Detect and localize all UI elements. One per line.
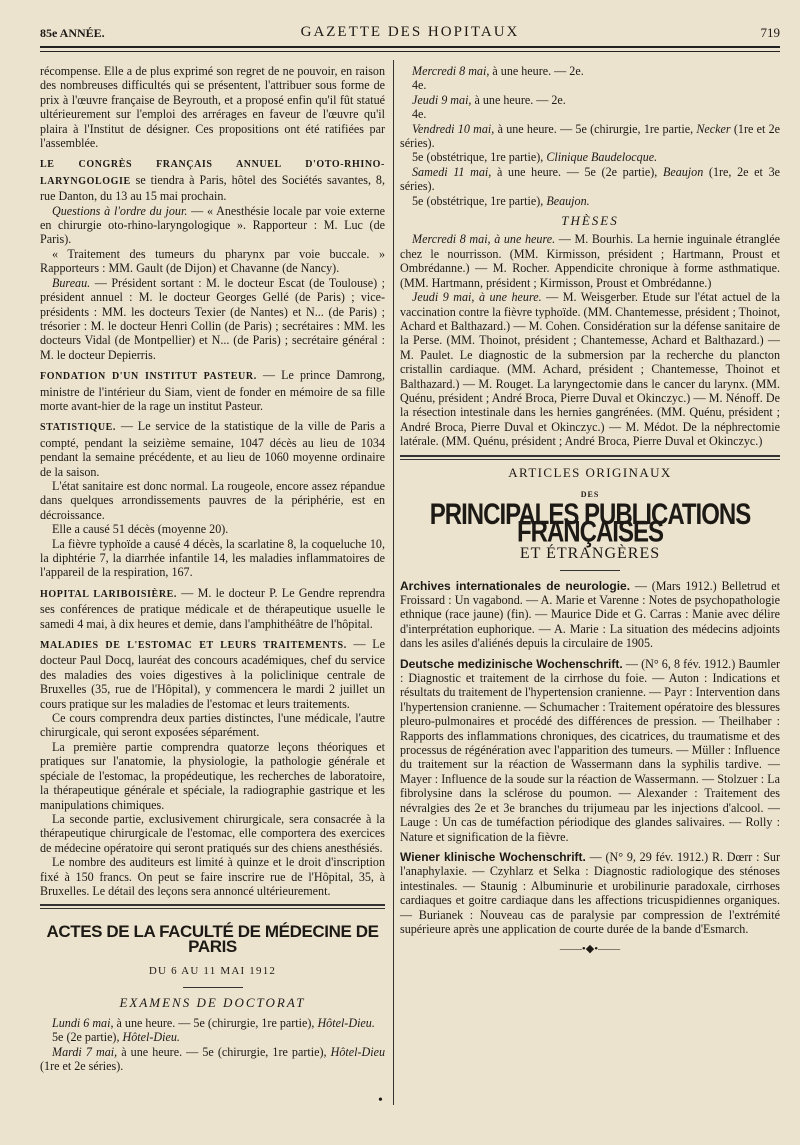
paragraph: L'état sanitaire est donc normal. La rougeole, encore assez répandue dans quelques arrondissements pauvres de la périphérie, est en décroissance. xyxy=(40,478,385,522)
news-item-congres: LE CONGRÈS FRANÇAIS ANNUEL D'OTO-RHINO-LARYNGOLOGIE se tiendra à Paris, hôtel des Sociétés savantes, 8, rue Danton, du 13 au 15 mai prochain. xyxy=(40,159,385,204)
paragraph: Questions à l'ordre du jour. — « Anesthésie locale par voie externe en chirurgie oto-rhino-laryngologique ». Rapporteur : M. Luc (de Paris). xyxy=(40,203,385,247)
exam-entry: 4e. xyxy=(412,107,427,122)
end-ornament: ——•◆•—— xyxy=(559,943,621,956)
paragraph: Bureau. — Président sortant : M. le docteur Escat (de Toulouse) ; président annuel : M. le docteur Georges Gellé (de Paris) ; vice-présidents : MM. les docteurs Texier (de Nantes) et N... (de Paris) ; trésorier : M. le docteur Henri Collin (de Paris) ; secrétaires : MM. les docteurs Vidal (de Montpellier) et N... (de Paris) ; secrétaire général : M. le docteur Depierris. xyxy=(40,275,385,362)
publication-entry: Wiener klinische Wochenschrift. — (N° 9, 29 fév. 1912.) R. Dœrr : Sur l'anaphylaxie. — Czyhlarz et Selka : Diagnostic radiologique des sténoses intestinales. — Staunig : Albuminurie et urobilinurie paradoxale, cirrhoses cardiaques et goitre cardiaque dans les affections tricuspidiennes organiques. — Burianek : Nouveau cas de paralysie par compression de l'extrémité supérieure après une application de courte durée de la bande d'Esmarch. xyxy=(400,849,780,936)
header-year: 85e ANNÉE. xyxy=(40,26,105,40)
thesis-entry: Jeudi 9 mai, à une heure. — M. Weisgerber. Etude sur l'état actuel de la vaccination contre la fièvre typhoïde. (MM. Chantemesse, président ; Thoinot, Achard et Balthazard.) — M. Cohen. Considération sur la défense sanitaire de la Perse. (MM. Thoinot, président ; Chantemesse, Achard et Balthazard.) — M. Paulet. Le diagnostic de la submersion par la recherche du plancton cristallin cardiaque. (MM. Achard, président ; Chantemesse, Thoinot et Balthazard.) — M. Rouget. La laryngectomie dans le cancer du larynx. (MM. Quénu, président ; André Broca, Pierre Duval et Okinczyc.) — M. Nénoff. De la résection intestinale dans les hernies gangrénées. (MM. Quénu, président ; André Broca, Pierre Duval et Okinczyc.) — M. Médot. De la néphrectomie latérale. (MM. Quénu, président ; André Broca, Pierre Duval et Okinczyc.) xyxy=(400,290,780,449)
publication-name: Wiener klinische Wochenschrift. xyxy=(400,849,586,864)
section-dates: DU 6 AU 11 MAI 1912 xyxy=(148,965,277,978)
exam-entry: Mardi 7 mai, à une heure. — 5e (chirurgie, 1re partie), Hôtel-Dieu (1re et 2e séries). xyxy=(40,1044,385,1074)
paragraph: Elle a causé 51 décès (moyenne 20). xyxy=(52,522,229,537)
section-title-actes: ACTES DE LA FACULTÉ DE MÉDECINE DE PARIS xyxy=(46,922,379,956)
exam-entry: Vendredi 10 mai, à une heure. — 5e (chirurgie, 1re partie, Necker (1re et 2e séries). xyxy=(400,121,780,151)
section-rule xyxy=(400,455,780,457)
section-rule xyxy=(40,908,385,909)
right-column xyxy=(400,64,780,957)
paragraph: récompense. Elle a de plus exprimé son regret de ne pouvoir, en raison des nombreuses difficultés qui se présentent, l'attribuer sous forme de prix à l'œuvre française de Beyrouth, et a proposé enfin qu'il fût statué ultérieurement sur l'emploi des arrérages en faveur de l'œuvre qu'il plaira à l'Institut de désigner. Ces propositions ont été ratifiées par l'assemblée. xyxy=(40,64,385,151)
news-item-estomac: MALADIES DE L'ESTOMAC ET LEURS TRAITEMENTS. — Le docteur Paul Docq, lauréat des concours académiques, chef du service des maladies des voies digestives à la policlinique centrale de Bruxelles (35, rue de l'Hôpital), y commencera le mardi 2 juillet un cours pratique sur les maladies de l'estomac et leurs traitements. xyxy=(40,637,385,711)
section-rule xyxy=(40,904,385,906)
paragraph: La seconde partie, exclusivement chirurgicale, sera consacrée à la thérapeutique chirurgicale de l'estomac, elle comportera des exercices de médecine opératoire qui seront pratiqués sur des chiens anesthésiés. xyxy=(40,811,385,855)
header-rule-thick xyxy=(40,46,780,48)
paragraph: La fièvre typhoïde a causé 4 décès, la scarlatine 8, la coqueluche 10, la diphtérie 7, la diarrhée infantile 14, les maladies inflammatoires de l'appareil de la respiration, 167. xyxy=(40,536,385,580)
item-heading: LE CONGRÈS FRANÇAIS ANNUEL D'OTO-RHINO-LARYNGOLOGIE xyxy=(40,159,385,187)
item-heading: HOPITAL LARIBOISIÈRE. xyxy=(40,588,178,600)
header-rule-thin xyxy=(40,51,780,52)
item-heading: STATISTIQUE. xyxy=(40,422,117,434)
exam-entry: 4e. xyxy=(412,78,427,93)
articles-title-line3: PRINCIPALES PUBLICATIONS FRANÇAISES xyxy=(429,498,751,550)
short-rule xyxy=(183,987,243,988)
paragraph: « Traitement des tumeurs du pharynx par voie buccale. » Rapporteurs : MM. Gault (de Dijon) et Chavanne (de Nancy). xyxy=(40,246,385,276)
exam-entry: 5e (2e partie), Hôtel-Dieu. xyxy=(52,1030,180,1045)
articles-title-line4: ET ÉTRANGÈRES xyxy=(519,545,661,563)
news-item-statistique: STATISTIQUE. — Le service de la statistique de la ville de Paris a compté, pendant la seizième semaine, 1047 décès au lieu de 1034 pendant la semaine précédente, et au lieu de 1060 moyenne ordinaire de la saison. xyxy=(40,419,385,479)
articles-title-line1: ARTICLES ORIGINAUX xyxy=(508,464,672,480)
publication-name: Archives internationales de neurologie. xyxy=(400,578,631,593)
exam-entry: Samedi 11 mai, à une heure. — 5e (2e partie), Beaujon (1re, 2e et 3e séries). xyxy=(400,164,780,194)
publication-entry: Deutsche medizinische Wochenschrift. — (N° 6, 8 fév. 1912.) Baumler : Diagnostic et traitement de la cirrhose du foie. — Auton : Indications et résultats du traitement de l'hypertension cranienne. — Payr : Intervention dans l'hypertension cranienne. — Schumacher : Traitement opératoire des blessures pleuro-pulmonaires et procédé des différences de pression. — Theilhaber : Rapports des inflammations chroniques, des cicatrices, du traumatisme et des processus de régénération avec l'apparition des tumeurs. — Müller : Influence du traitement sur la réaction de Wassermann dans la syphilis tardive. — Mayer : Influence de la soude sur la réaction de Wassermann. — Stolzuer : La fibrolysine dans la sclérose du poumon. — Alexander : Traitement des névralgies des 2e et 3e branches du trijumeau par les injections d'alcool. — Lauge : Un cas de tuméfaction périodique des glandes salivaires. — Rolly : Nature et signification de la fièvre. xyxy=(400,656,780,844)
exam-entry: Lundi 6 mai, à une heure. — 5e (chirurgie, 1re partie), Hôtel-Dieu. xyxy=(52,1015,375,1030)
articles-title-line2: DES xyxy=(580,489,600,499)
paragraph: La première partie comprendra quatorze leçons théoriques et pratiques sur l'anatomie, la physiologie, la pathologie générale et spéciale de l'estomac, la propédeutique, les recherches de laboratoire, la thérapeutique générale et spéciale, la radiographie gastrique et les manipulations chimiques. xyxy=(40,739,385,812)
subsection-title-theses: THÈSES xyxy=(561,213,619,229)
exam-entry: 5e (obstétrique, 1re partie), Clinique Baudelocque. xyxy=(412,150,658,165)
exam-entry: 5e (obstétrique, 1re partie), Beaujon. xyxy=(412,193,590,208)
running-header xyxy=(40,24,780,42)
publication-name: Deutsche medizinische Wochenschrift. xyxy=(400,656,623,671)
page-dot: • xyxy=(378,1093,383,1108)
paragraph: Ce cours comprendra deux parties distinctes, l'une médicale, l'autre chirurgicale, qui seront exposées séparément. xyxy=(40,711,385,740)
exam-entry: Jeudi 9 mai, à une heure. — 2e. xyxy=(412,92,566,107)
header-title: GAZETTE DES HOPITAUX xyxy=(300,24,520,40)
header-page-number: 719 xyxy=(760,25,780,40)
exam-entry: Mercredi 8 mai, à une heure. — 2e. xyxy=(412,64,584,78)
item-heading: FONDATION D'UN INSTITUT PASTEUR. xyxy=(40,371,257,383)
column-divider xyxy=(393,60,394,1105)
section-rule xyxy=(400,459,780,460)
short-rule xyxy=(560,570,620,571)
paragraph: Le nombre des auditeurs est limité à quinze et le droit d'inscription fixé à 150 francs. On peut se faire inscrire rue de l'Hôpital, 35, à Bruxelles. Le détail des leçons sera annoncé ultérieurement. xyxy=(40,855,385,898)
publication-entry: Archives internationales de neurologie. — (Mars 1912.) Belletrud et Froissard : Un vagabond. — A. Marie et Varenne : Notes de psychopathologie ethnique (race jaune) (fin). — Maurice Dide et G. Carras : Manie avec délire d'interprétation euphorique. — A. Marie : La situation des médecins adjoints dans les asiles d'aliénés depuis la circulaire de 1905. xyxy=(400,578,781,651)
left-column xyxy=(40,64,385,1074)
news-item-lariboisiere: HOPITAL LARIBOISIÈRE. — M. le docteur P. Le Gendre reprendra ses conférences de pratique médicale et de thérapeutique usuelle le samedi 4 mai, à dix heures et demie, dans l'amphithéâtre de l'hôpital. xyxy=(40,585,385,631)
item-heading: MALADIES DE L'ESTOMAC ET LEURS TRAITEMENTS. xyxy=(40,640,347,652)
news-item-pasteur: FONDATION D'UN INSTITUT PASTEUR. — Le prince Damrong, ministre de l'intérieur du Siam, vient de fonder en mémoire de sa fille morte avant-hier de la rage un institut Pasteur. xyxy=(40,368,385,413)
thesis-entry: Mercredi 8 mai, à une heure. — M. Bourhis. La hernie inguinale étranglée chez le nourrisson. (MM. Kirmisson, président ; Hartmann, Proust et Ombrédanne.) — M. Rocher. Appendicite chronique à forme asthmatique. (MM. Hartmann, président ; Kirmisson, Proust et Ombrédanne.) xyxy=(400,232,780,290)
subsection-title-examens: EXAMENS DE DOCTORAT xyxy=(119,994,306,1010)
